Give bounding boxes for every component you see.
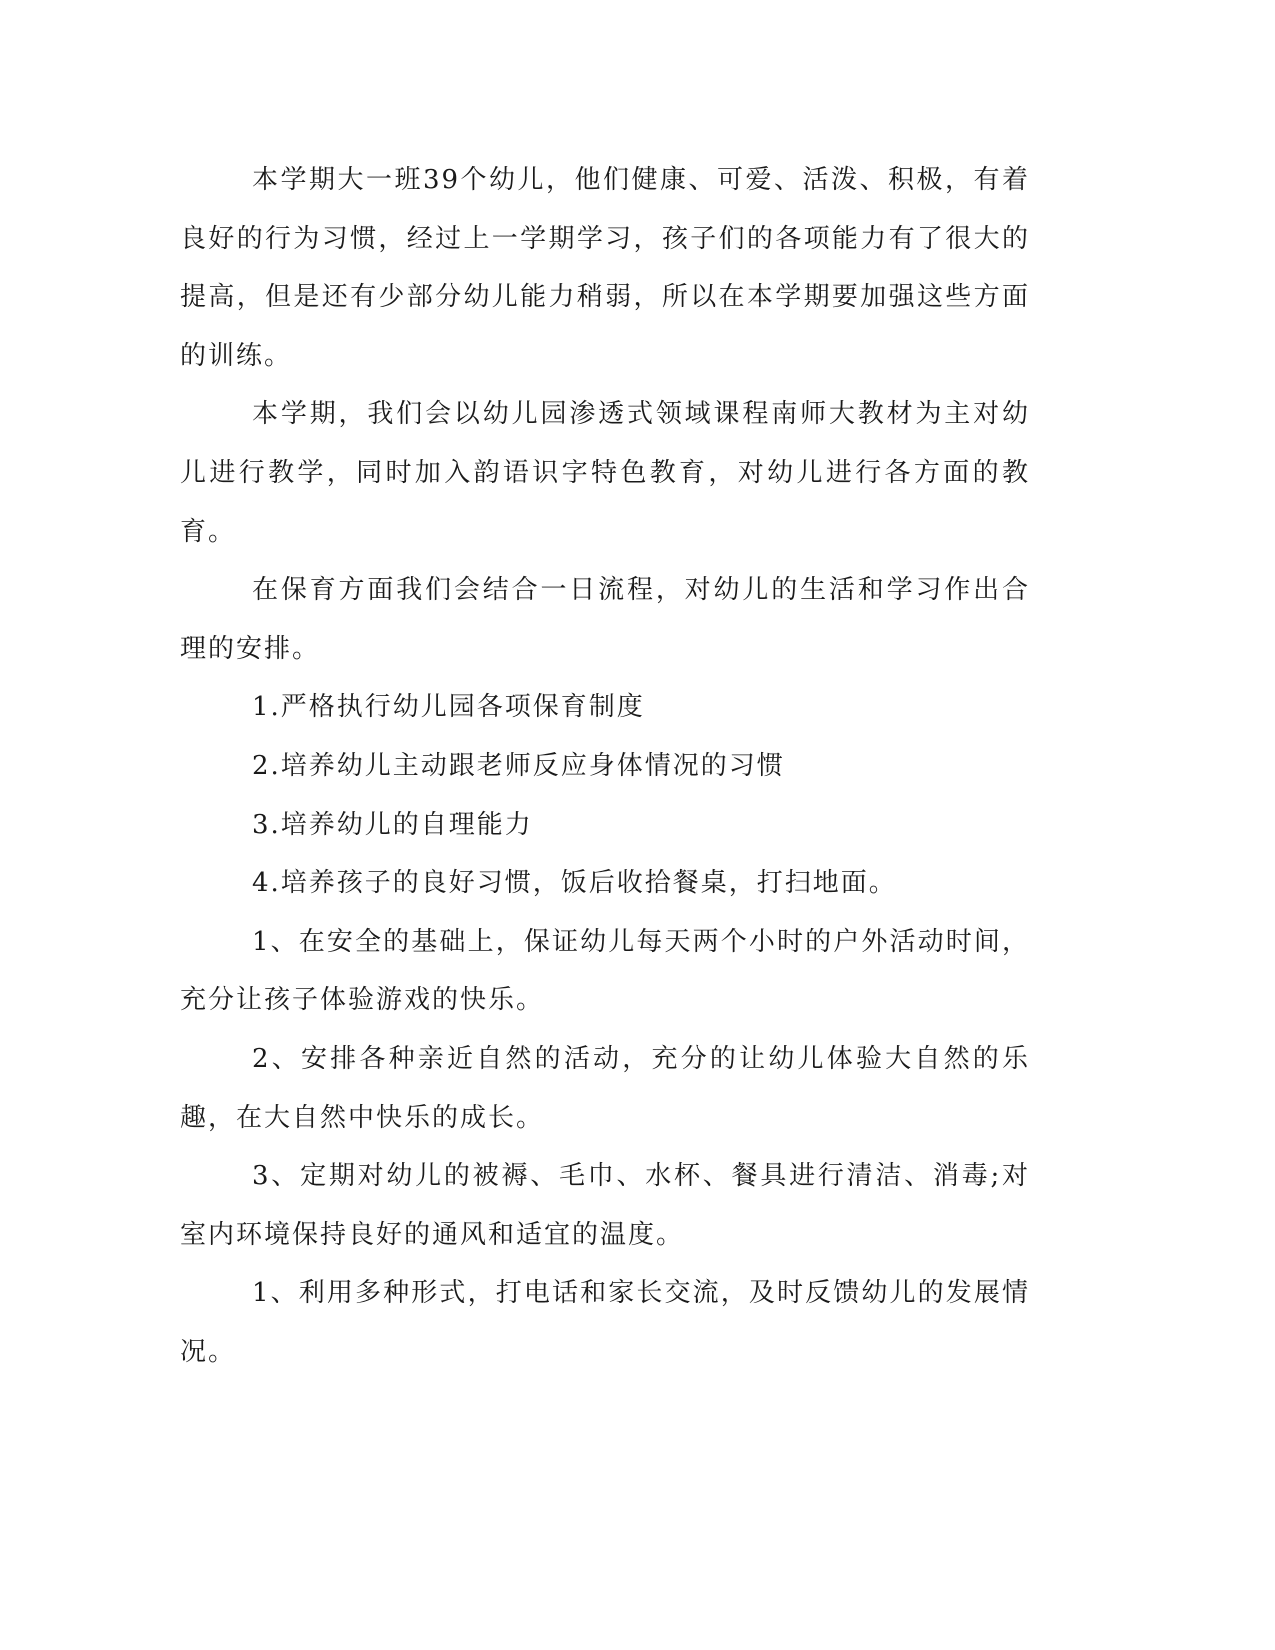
list-item-safety-3: 3、定期对幼儿的被褥、毛巾、水杯、餐具进行清洁、消毒;对室内环境保持良好的通风和适宜的温度。 [180, 1161, 1030, 1250]
list-item-safety-1: 1、在安全的基础上，保证幼儿每天两个小时的户外活动时间，充分让孩子体验游戏的快乐。 [180, 926, 1030, 1016]
list-item-parents-1: 1、利用多种形式，打电话和家长交流，及时反馈幼儿的发展情况。 [180, 1278, 1030, 1367]
paragraph-class-overview: 本学期大一班39个幼儿，他们健康、可爱、活泼、积极，有着良好的行为习惯，经过上一学期学习，孩子们的各项能力有了很大的提高，但是还有少部分幼儿能力稍弱，所以在本学期要加强这些方面的训练。 [180, 165, 1030, 371]
list-item-care-3: 3.培养幼儿的自理能力 [252, 809, 533, 840]
list-item-care-4: 4.培养孩子的良好习惯，饭后收拾餐桌，打扫地面。 [252, 868, 897, 899]
list-item-care-1: 1.严格执行幼儿园各项保育制度 [252, 692, 645, 723]
paragraph-care-intro: 在保育方面我们会结合一日流程，对幼儿的生活和学习作出合理的安排。 [180, 575, 1030, 664]
document-body [180, 151, 1030, 1381]
list-item-care-2: 2.培养幼儿主动跟老师反应身体情况的习惯 [252, 750, 785, 781]
paragraph-teaching-plan: 本学期，我们会以幼儿园渗透式领域课程南师大教材为主对幼儿进行教学，同时加入韵语识字特色教育，对幼儿进行各方面的教育。 [180, 399, 1030, 547]
list-item-safety-2: 2、安排各种亲近自然的活动，充分的让幼儿体验大自然的乐趣，在大自然中快乐的成长。 [180, 1043, 1030, 1133]
